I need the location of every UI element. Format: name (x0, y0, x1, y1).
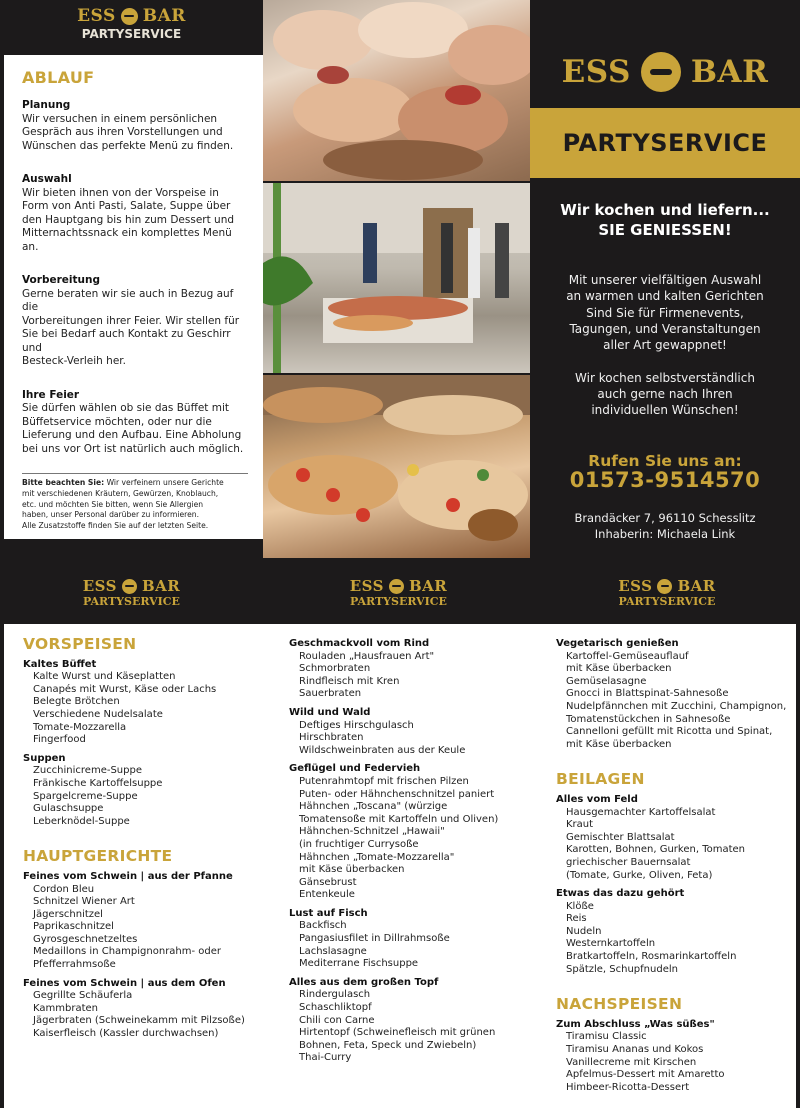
menu-item: Chili con Carne (299, 1014, 375, 1026)
menu-group-items (289, 651, 539, 701)
fingerfood-photo (263, 375, 530, 558)
spacer (23, 834, 263, 846)
menu-item: Hirtentopf (Schweinefleisch mit grünen (299, 1027, 496, 1039)
menu-group-heading: Zum Abschluss „Was süßes" (556, 1018, 715, 1030)
block-heading: Planung (22, 99, 71, 111)
allergy-note (22, 473, 248, 532)
menu-item: Medaillons in Champignonrahm- oder (33, 946, 222, 958)
logo-word-ess: ESS (82, 577, 117, 595)
menu-group-items (556, 807, 792, 883)
menu-group-heading: Geschmackvoll vom Rind (289, 638, 430, 649)
menu-column-3 (556, 638, 792, 1100)
partyservice-banner: PARTYSERVICE (530, 108, 800, 178)
menu-item: Rindfleisch mit Kren (299, 675, 400, 687)
menu-item: Hähnchen „Tomate-Mozzarella" (299, 851, 455, 863)
menu-item: Hausgemachter Kartoffelsalat (566, 806, 716, 818)
menu-item: Gnocci in Blattspinat-Sahnesoße (566, 688, 729, 700)
menu-group-items (289, 920, 539, 970)
menu-item: Westernkartoffeln (566, 938, 656, 950)
menu-group-items (289, 989, 539, 1065)
photo-column (263, 0, 530, 558)
menu-item: Mediterrane Fischsuppe (299, 958, 419, 970)
section-title-nachspeisen: NACHSPEISEN (556, 995, 683, 1014)
menu-item: Spargelcreme-Suppe (33, 790, 138, 802)
ablauf-panel (4, 55, 263, 539)
menu-item: Hähnchen-Schnitzel „Hawaii" (299, 826, 445, 838)
logo-word-bar: BAR (141, 577, 181, 595)
logo (0, 564, 263, 608)
menu-column-1 (23, 634, 263, 1047)
menu-item: Spätzle, Schupfnudeln (566, 963, 678, 975)
buffet-event-photo (263, 183, 530, 373)
menu-item: Cannelloni gefüllt mit Ricotta und Spinat, (566, 726, 773, 738)
menu-item: Gemischter Blattsalat (566, 831, 675, 843)
menu-item: Cordon Bleu (33, 883, 95, 895)
section-title-beilagen: BEILAGEN (556, 770, 645, 789)
menu-item: Puten- oder Hähnchenschnitzel paniert (299, 788, 495, 800)
menu-item: Gyrosgeschnetzeltes (33, 933, 138, 945)
menu-group-heading: Alles vom Feld (556, 793, 638, 805)
menu-group-items (556, 1031, 792, 1094)
menu-group-heading: Geflügel und Federvieh (289, 763, 421, 775)
logo-subtitle: PARTYSERVICE (83, 595, 180, 608)
menu-group-heading: Lust auf Fisch (289, 907, 368, 919)
spacer (556, 757, 792, 769)
menu-item: Jägerbraten (Schweinekamm mit Pilzsoße) (33, 1015, 245, 1027)
menu-group-heading: Suppen (23, 752, 66, 764)
menu-group-items (23, 884, 263, 972)
logo-subtitle: PARTYSERVICE (81, 27, 182, 41)
slogan-line-2: SIE GENIESSEN! (598, 221, 732, 239)
menu-item: Paprikaschnitzel (33, 921, 114, 933)
menu-area (4, 624, 796, 1108)
canapes-photo (263, 0, 530, 181)
logo-subtitle: PARTYSERVICE (618, 595, 716, 608)
menu-item: mit Käse überbacken (566, 738, 672, 750)
menu-item: Tomate-Mozzarella (33, 721, 127, 733)
section-title-vorspeisen: VORSPEISEN (23, 635, 137, 653)
menu-header-1 (0, 564, 263, 624)
menu-group-items (556, 901, 792, 977)
menu-item: Deftiges Hirschgulasch (299, 719, 414, 731)
pan-icon (641, 52, 681, 92)
menu-item: Pfefferrahmsoße (33, 959, 116, 971)
logo-word-ess: ESS (618, 577, 653, 595)
slogan-line-1: Wir kochen und liefern... (560, 201, 770, 219)
menu-item: Himbeer-Ricotta-Dessert (566, 1081, 690, 1093)
menu-item: Rouladen „Hausfrauen Art" (299, 650, 435, 662)
menu-item: Hirschbraten (299, 732, 364, 744)
logo (267, 564, 530, 608)
address: Brandäcker 7, 96110 Schesslitz Inhaberin: Michaela Link (574, 511, 756, 541)
menu-item: Klöße (566, 900, 594, 912)
block-ihre-feier (22, 389, 247, 457)
menu-item: Jägerschnitzel (33, 908, 103, 920)
logo-word-ess: ESS (349, 577, 384, 595)
intro-text: Mit unserer vielfältigen Auswahl an warmen und kalten Gerichten Sind Sie für Firmenevents, Tagungen, und Veranstaltungen aller Art gewappnet! Wir kochen selbstverständlich auch gerne nach Ihren individuellen Wünschen! (566, 273, 764, 418)
menu-header-3 (534, 564, 800, 624)
menu-item: Schmorbraten (299, 663, 371, 675)
menu-item: Hähnchen „Toscana" (würzige (299, 801, 448, 813)
menu-item: Canapés mit Wurst, Käse oder Lachs (33, 683, 217, 695)
menu-item: Karotten, Bohnen, Gurken, Tomaten (566, 844, 745, 856)
menu-item: Fingerfood (33, 734, 86, 746)
spacer (556, 982, 792, 994)
block-vorbereitung (22, 274, 247, 369)
logo-subtitle: PARTYSERVICE (350, 595, 447, 608)
menu-item: mit Käse überbacken (566, 663, 672, 675)
logo-word-bar: BAR (690, 54, 769, 90)
block-text: Wir versuchen in einem persönlichen Gespräch aus ihren Vorstellungen und Wünschen das perfekte Menü zu finden. (22, 112, 234, 152)
menu-group-heading: Kaltes Büffet (23, 658, 97, 670)
menu-item: Wildschweinbraten aus der Keule (299, 744, 466, 756)
menu-group-heading: Wild und Wald (289, 706, 371, 718)
menu-item: Kartoffel-Gemüseauflauf (566, 650, 689, 662)
menu-item: Pangasiusfilet in Dillrahmsoße (299, 933, 450, 945)
menu-group-items (289, 776, 539, 902)
menu-item: Tomatensoße mit Kartoffeln und Oliven) (299, 813, 499, 825)
flyer-menu (0, 564, 800, 1108)
menu-item: Vanillecreme mit Kirschen (566, 1056, 697, 1068)
menu-item: (in fruchtiger Currysoße (299, 838, 419, 850)
menu-group-items (23, 671, 263, 747)
menu-group-items (23, 765, 263, 828)
logo-word-bar: BAR (142, 6, 186, 26)
pan-icon (122, 579, 137, 594)
menu-item: Nudeln (566, 925, 602, 937)
menu-item: Kraut (566, 819, 594, 831)
menu-item: Tiramisu Ananas und Kokos (566, 1044, 704, 1056)
menu-item: Kaiserfleisch (Kassler durchwachsen) (33, 1028, 219, 1040)
menu-item: Gemüselasagne (566, 675, 647, 687)
menu-item: Schnitzel Wiener Art (33, 896, 135, 908)
right-column (530, 0, 800, 558)
left-column (0, 0, 263, 558)
block-heading: Vorbereitung (22, 274, 100, 286)
menu-group-items (289, 720, 539, 758)
menu-group-heading: Feines vom Schwein | aus der Pfanne (23, 870, 233, 882)
menu-item: Verschiedene Nudelsalate (33, 708, 163, 720)
menu-item: Apfelmus-Dessert mit Amaretto (566, 1069, 725, 1081)
menu-item: Kammbraten (33, 1002, 98, 1014)
phone-number[interactable]: 01573-9514570 (569, 468, 761, 492)
menu-group-heading: Etwas das dazu gehört (556, 888, 685, 900)
block-text: Sie dürfen wählen ob sie das Büffet mit Büffetservice möchten, oder nur die Lieferung und den Aufbau. Eine Abholung bei uns vor Ort ist natürlich auch möglich. (22, 402, 244, 455)
menu-item: Putenrahmtopf mit frischen Pilzen (299, 775, 469, 787)
logo-word-bar: BAR (677, 577, 716, 595)
block-heading: Auswahl (22, 173, 72, 185)
menu-item: Bratkartoffeln, Rosmarinkartoffeln (566, 951, 737, 963)
menu-item: mit Käse überbacken (299, 864, 405, 876)
menu-group-items (556, 651, 792, 752)
menu-group-items (23, 990, 263, 1040)
menu-item: Belegte Brötchen (33, 696, 120, 708)
logo-word-ess: ESS (77, 6, 116, 26)
menu-item: Zucchinicreme-Suppe (33, 765, 142, 777)
menu-item: griechischer Bauernsalat (566, 856, 691, 868)
pan-icon (121, 8, 138, 25)
menu-item: Backfisch (299, 920, 347, 932)
pan-icon (657, 579, 672, 594)
section-title-hauptgerichte: HAUPTGERICHTE (23, 847, 173, 866)
menu-item: (Tomate, Gurke, Oliven, Feta) (566, 869, 713, 881)
menu-item: Thai-Curry (299, 1052, 352, 1064)
block-planung (22, 99, 247, 153)
menu-column-2 (289, 638, 539, 1071)
menu-item: Lachslasagne (299, 945, 367, 957)
menu-item: Schaschliktopf (299, 1002, 372, 1014)
menu-item: Gulaschsuppe (33, 803, 104, 815)
call-label: Rufen Sie uns an: (588, 452, 742, 470)
menu-group-heading: Feines vom Schwein | aus dem Ofen (23, 977, 226, 989)
pan-icon (389, 579, 404, 594)
menu-item: Tiramisu Classic (566, 1031, 647, 1043)
block-auswahl (22, 173, 247, 254)
logo (534, 564, 800, 608)
menu-item: Nudelpfännchen mit Zucchini, Champignon, (566, 700, 787, 712)
menu-item: Fränkische Kartoffelsuppe (33, 777, 163, 789)
slogan (530, 200, 800, 240)
note-label: Bitte beachten Sie: (22, 478, 105, 487)
menu-item: Reis (566, 913, 587, 925)
logo (0, 6, 263, 41)
logo-word-bar: BAR (408, 577, 448, 595)
menu-item: Rindergulasch (299, 989, 371, 1001)
menu-group-heading: Vegetarisch genießen (556, 638, 679, 649)
menu-header-2 (267, 564, 530, 624)
menu-item: Leberknödel-Suppe (33, 815, 130, 827)
block-text: Gerne beraten wir sie auch in Bezug auf die Vorbereitungen ihrer Feier. Wir stellen für Sie bei Bedarf auch Kontakt zu Geschirr und Besteck-Verleih her. (22, 287, 240, 367)
ablauf-title: ABLAUF (22, 68, 95, 87)
menu-item: Tomatenstückchen in Sahnesoße (566, 713, 731, 725)
note-text: Wir verfeinern unsere Gerichte mit verschiedenen Kräutern, Gewürzen, Knoblauch, etc. und möchten Sie bitten, wenn Sie Allergien haben, unser Personal darüber zu informieren. Alle Zusatzstoffe finden Sie auf der letzten Seite. (22, 478, 224, 531)
menu-item: Bohnen, Feta, Speck und Zwiebeln) (299, 1039, 477, 1051)
logo-word-ess: ESS (561, 54, 631, 90)
block-text: Wir bieten ihnen von der Vorspeise in Form von Anti Pasti, Salate, Suppe über den Hauptgang bis hin zum Dessert und Mitternachtssnack ein komplettes Menü an. (22, 186, 235, 253)
menu-item: Kalte Wurst und Käseplatten (33, 671, 176, 683)
logo-large (530, 52, 800, 92)
block-heading: Ihre Feier (22, 388, 80, 401)
menu-item: Gänsebrust (299, 876, 357, 888)
menu-item: Gegrillte Schäuferla (33, 990, 133, 1002)
menu-group-heading: Alles aus dem großen Topf (289, 976, 439, 988)
menu-item: Entenkeule (299, 889, 355, 901)
menu-item: Sauerbraten (299, 688, 362, 700)
